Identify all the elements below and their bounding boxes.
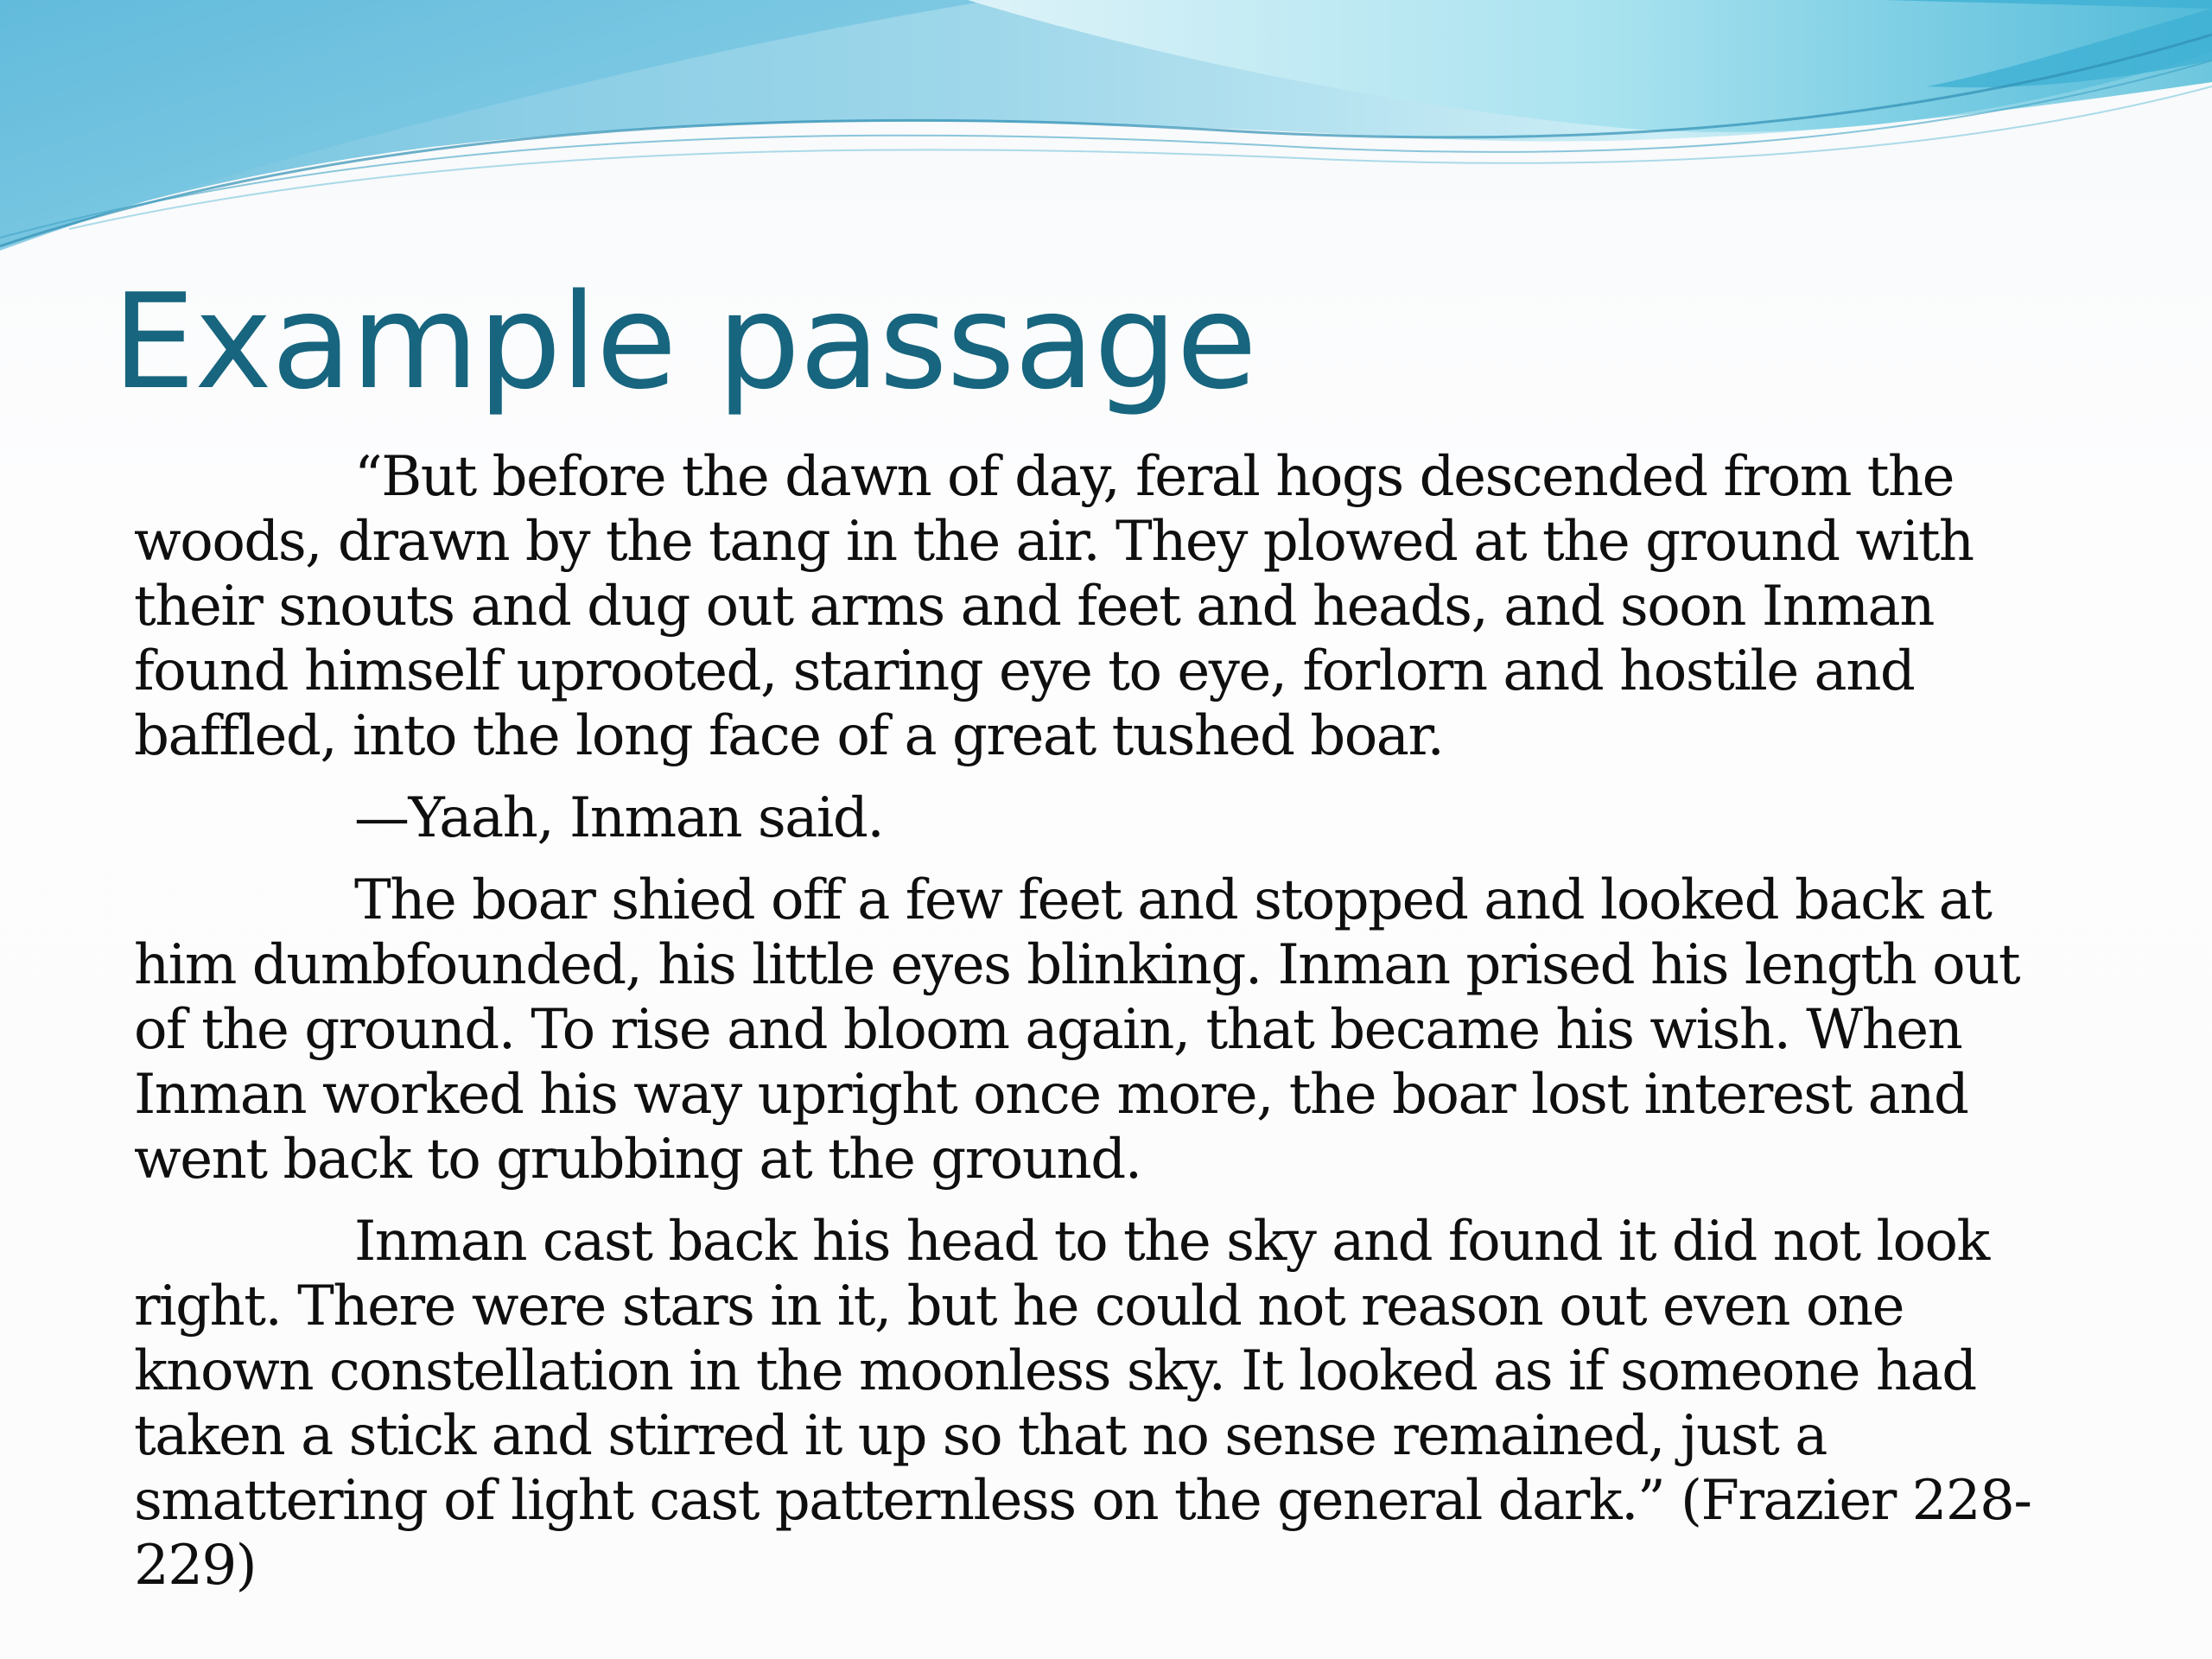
slide-title: Example passage [112, 265, 1256, 418]
passage-body [134, 445, 2087, 1599]
decorative-wave-header [0, 0, 2212, 285]
passage-paragraph-1: “But before the dawn of day, feral hogs descended from the woods, drawn by the tang in the air. They plowed at the ground with their snouts and dug out arms and feet and heads, and soon Inman found himself uprooted, staring eye to eye, forlorn and hostile and baffled, into the long face of a great tushed boar. [134, 445, 1974, 768]
passage-paragraph-2: —Yaah, Inman said. [354, 786, 884, 850]
passage-paragraph-4: Inman cast back his head to the sky and found it did not look right. There were stars in it, but he could not reason out even one known constellation in the moonless sky. It looked as if someone had taken a stick and stirred it up so that no sense remained, just a smattering of light cast patternless on the general dark.” (Frazier 228-229) [134, 1210, 2031, 1598]
passage-paragraph-3: The boar shied off a few feet and stopped and looked back at him dumbfounded, his little eyes blinking. Inman prised his length out of the ground. To rise and bloom again, that became his wish. When Inman worked his way upright once more, the boar lost interest and went back to grubbing at the ground. [134, 868, 2020, 1192]
